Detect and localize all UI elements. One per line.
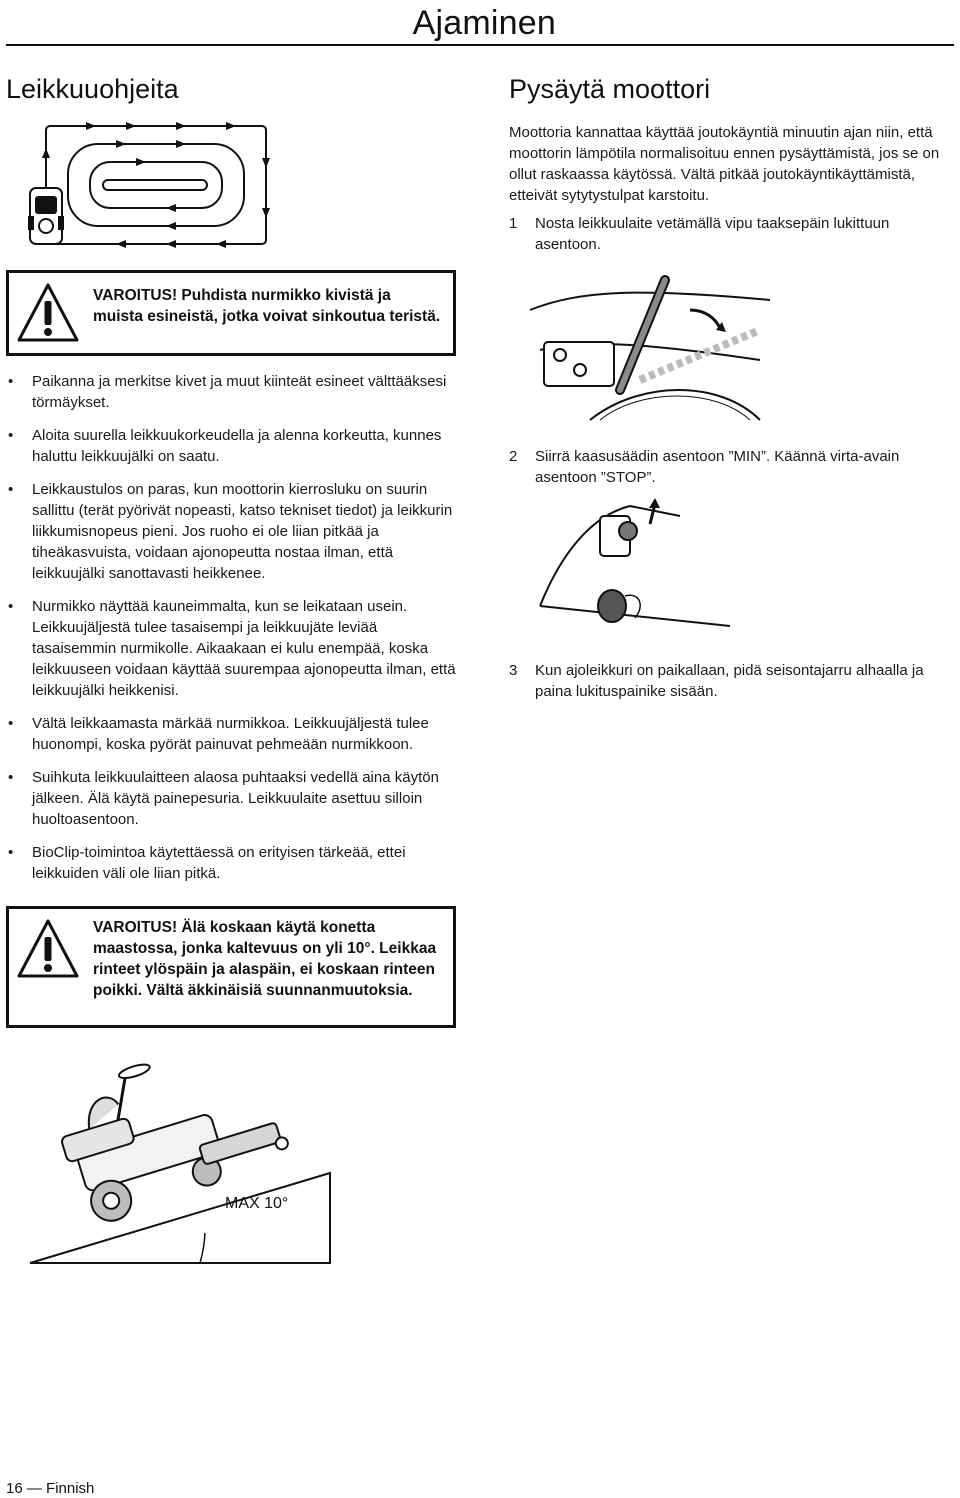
header-rule	[6, 44, 954, 46]
list-item: • Suihkuta leikkuulaitteen alaosa puhtaaksi vedellä aina käytön jälkeen. Älä käytä painepesuria. Leikkuulaite asettuu silloin huoltoasentoon.	[8, 769, 439, 828]
warning-box-stones	[6, 270, 456, 356]
section-title-pysayta-moottori: Pysäytä moottori	[509, 74, 711, 104]
list-item: • Leikkaustulos on paras, kun moottorin kierrosluku on suurin sallittu (terät pyörivät nopeasti, katso tekniset tiedot) ja leikkurin liikkumisnopeus pieni. Jos ruoho ei ole liian pitkää ja tiheäkasvuista, voidaan ajonopeutta nostaa ilman, että leikkuujälki sanottavasti heikkenee.	[8, 481, 453, 582]
list-item: • BioClip-toimintoa käytettäessä on erityisen tärkeää, ettei leikkuiden väli ole liian pitkä.	[8, 844, 406, 882]
step-number: 3	[509, 662, 518, 679]
bullet-icon: •	[8, 427, 14, 444]
step-1	[509, 213, 954, 255]
step-text: Kun ajoleikkuri on paikallaan, pidä seisontajarru alhaalla ja paina lukituspainike sisään.	[535, 662, 924, 700]
slope-mower-illustration	[20, 1038, 340, 1268]
step-2	[509, 446, 954, 488]
page-number: 16	[6, 1480, 23, 1497]
bullet-icon: •	[8, 715, 14, 732]
bullet-icon: •	[8, 373, 14, 390]
step-text: Nosta leikkuulaite vetämällä vipu taaksepäin lukittuun asentoon.	[535, 215, 890, 253]
bullet-icon: •	[8, 769, 14, 786]
chapter-title: Ajaminen	[412, 4, 556, 42]
section-title-leikkuuohjeita: Leikkuuohjeita	[6, 74, 179, 104]
warning-text-slope: VAROITUS! Älä koskaan käytä konetta maastossa, jonka kaltevuus on yli 10°. Leikkaa rinteet ylöspäin ja alaspäin, ei koskaan rinteen poikki. Vältä äkkinäisiä suunnanmuutoksia.	[93, 919, 437, 999]
mowing-pattern-illustration	[26, 118, 276, 253]
bullet-icon: •	[8, 598, 14, 615]
warning-triangle-icon	[17, 283, 79, 343]
cutting-tips-list	[6, 371, 456, 896]
list-item: • Aloita suurella leikkuukorkeudella ja alenna korkeutta, kunnes haluttu leikkuujälki on saatu.	[8, 427, 442, 465]
step-text: Siirrä kaasusäädin asentoon ”MIN”. Käännä virta-avain asentoon ”STOP”.	[535, 448, 900, 486]
warning-triangle-icon	[17, 919, 79, 979]
list-item: • Vältä leikkaamasta märkää nurmikkoa. Leikkuujäljestä tulee huonompi, koska pyörät painuvat pehmeään nurmikkoon.	[8, 715, 429, 753]
page-footer	[6, 1480, 94, 1497]
footer-language: Finnish	[46, 1480, 95, 1497]
list-item: • Paikanna ja merkitse kivet ja muut kiinteät esineet välttääksesi törmäykset.	[8, 373, 447, 411]
warning-text-stones: VAROITUS! Puhdista nurmikko kivistä ja muista esineistä, jotka voivat sinkoutua teristä.	[93, 287, 441, 325]
step-3	[509, 660, 954, 702]
list-item: • Nurmikko näyttää kauneimmalta, kun se leikataan usein. Leikkuujäljestä tulee tasaisempi ja leikkuujäte leviää tasaisemmin nurmikolle. Aikaakaan ei kulu enempää, koska leikkuuseen voidaan käyttää suurempaa ajonopeutta ilman, että leikkuujälki heikkenisi.	[8, 598, 456, 699]
slope-max-label: MAX 10°	[225, 1195, 289, 1212]
warning-box-slope	[6, 906, 456, 1028]
step-number: 1	[509, 215, 518, 232]
bullet-icon: •	[8, 481, 14, 498]
throttle-key-illustration	[530, 496, 740, 646]
step-number: 2	[509, 448, 518, 465]
footer-separator: —	[26, 1480, 42, 1497]
lift-lever-illustration	[520, 270, 780, 430]
bullet-icon: •	[8, 844, 14, 861]
stop-engine-intro: Moottoria kannattaa käyttää joutokäyntiä minuutin ajan niin, että moottorin lämpötila normalisoituu ennen pysäyttämistä, jos se on ollut raskaassa käytössä. Vältä pitkää joutokäyntikäyttämistä, etteivät sytytystulpat karstoitu.	[509, 124, 940, 204]
